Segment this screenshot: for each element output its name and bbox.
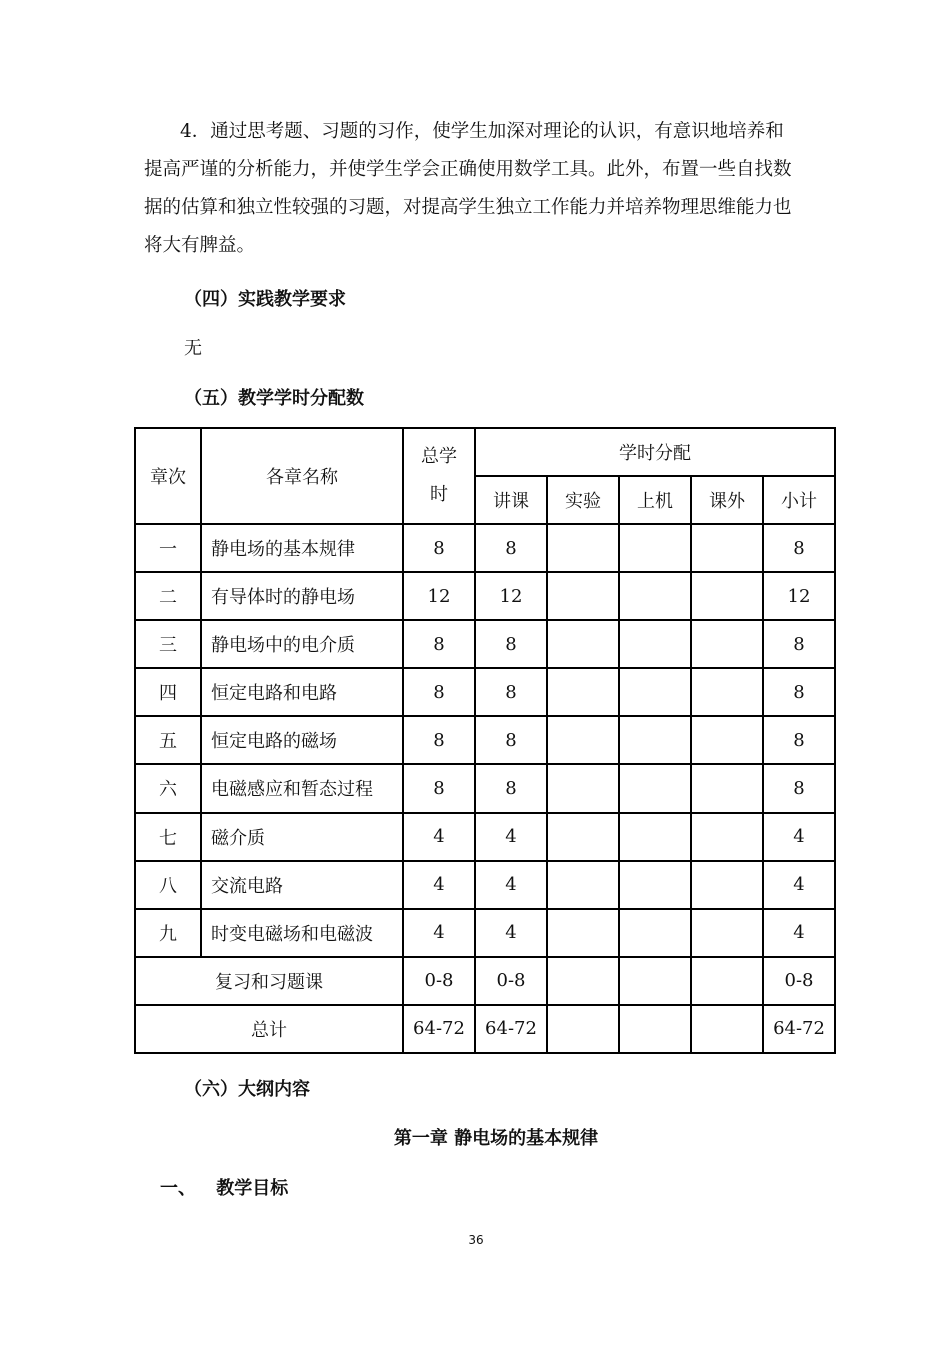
page-number: 36 [468, 1233, 484, 1247]
cell-total: 8 [403, 764, 475, 812]
table-row [135, 909, 835, 957]
cell-extra [691, 716, 763, 764]
cell-lab [547, 1005, 619, 1053]
intro-paragraph [144, 113, 824, 265]
cell-subtotal: 12 [763, 572, 835, 620]
table-row [135, 764, 835, 812]
cell-lecture: 4 [475, 909, 547, 957]
table-row [135, 620, 835, 668]
cell-total: 8 [403, 716, 475, 764]
section-heading-hours: （五）教学学时分配数 [184, 388, 364, 409]
cell-chapter: 八 [135, 861, 201, 909]
subsection-title: 教学目标 [216, 1178, 289, 1199]
cell-lecture: 64-72 [475, 1005, 547, 1053]
table-row [135, 716, 835, 764]
table-row [135, 813, 835, 861]
table-header-row [135, 428, 835, 476]
cell-chapter: 六 [135, 764, 201, 812]
cell-extra [691, 861, 763, 909]
table-row [135, 524, 835, 572]
cell-computer [619, 909, 691, 957]
paragraph-line: 4．通过思考题、习题的习作，使学生加深对理论的认识，有意识地培养和 [180, 121, 784, 142]
cell-name: 静电场中的电介质 [201, 620, 403, 668]
cell-lecture: 8 [475, 716, 547, 764]
cell-computer [619, 524, 691, 572]
cell-computer [619, 764, 691, 812]
cell-total: 8 [403, 524, 475, 572]
cell-lecture: 4 [475, 813, 547, 861]
cell-computer [619, 572, 691, 620]
cell-lab [547, 716, 619, 764]
cell-lab [547, 668, 619, 716]
cell-name: 恒定电路的磁场 [201, 716, 403, 764]
cell-chapter: 一 [135, 524, 201, 572]
paragraph-line: 据的估算和独立性较强的习题，对提高学生独立工作能力并培养物理思维能力也 [144, 197, 792, 218]
cell-lecture: 8 [475, 524, 547, 572]
cell-lecture: 8 [475, 764, 547, 812]
cell-chapter: 二 [135, 572, 201, 620]
cell-extra [691, 957, 763, 1005]
cell-total: 4 [403, 813, 475, 861]
cell-name: 磁介质 [201, 813, 403, 861]
table-row [135, 668, 835, 716]
cell-total: 0-8 [403, 957, 475, 1005]
cell-name: 时变电磁场和电磁波 [201, 909, 403, 957]
cell-total: 4 [403, 909, 475, 957]
cell-extra [691, 813, 763, 861]
cell-lab [547, 764, 619, 812]
cell-subtotal: 8 [763, 716, 835, 764]
chapter-title: 第一章 静电场的基本规律 [393, 1128, 599, 1149]
cell-chapter: 九 [135, 909, 201, 957]
header-chapter: 章次 [135, 428, 201, 524]
cell-total: 64-72 [403, 1005, 475, 1053]
cell-computer [619, 716, 691, 764]
cell-sum-label: 总计 [135, 1005, 403, 1053]
table-row-review [135, 957, 835, 1005]
header-lecture: 讲课 [475, 476, 547, 524]
cell-computer [619, 620, 691, 668]
cell-extra [691, 764, 763, 812]
cell-computer [619, 861, 691, 909]
table-row [135, 861, 835, 909]
cell-lecture: 12 [475, 572, 547, 620]
section-heading-practice: （四）实践教学要求 [184, 289, 346, 310]
cell-lab [547, 909, 619, 957]
cell-chapter: 五 [135, 716, 201, 764]
header-computer: 上机 [619, 476, 691, 524]
hours-table [134, 427, 836, 1054]
cell-subtotal: 8 [763, 620, 835, 668]
cell-subtotal: 4 [763, 909, 835, 957]
cell-total: 8 [403, 620, 475, 668]
cell-lab [547, 813, 619, 861]
cell-extra [691, 524, 763, 572]
cell-chapter: 三 [135, 620, 201, 668]
header-name: 各章名称 [201, 428, 403, 524]
cell-computer [619, 813, 691, 861]
cell-subtotal: 8 [763, 764, 835, 812]
table-row [135, 572, 835, 620]
cell-extra [691, 909, 763, 957]
cell-lecture: 0-8 [475, 957, 547, 1005]
header-subtotal: 小计 [763, 476, 835, 524]
cell-lab [547, 957, 619, 1005]
cell-name: 静电场的基本规律 [201, 524, 403, 572]
header-total [403, 428, 475, 524]
cell-name: 有导体时的静电场 [201, 572, 403, 620]
cell-chapter: 四 [135, 668, 201, 716]
cell-name: 交流电路 [201, 861, 403, 909]
subsection-number: 一、 [160, 1178, 196, 1199]
cell-subtotal: 0-8 [763, 957, 835, 1005]
cell-total: 4 [403, 861, 475, 909]
cell-name: 电磁感应和暂态过程 [201, 764, 403, 812]
header-lab: 实验 [547, 476, 619, 524]
cell-subtotal: 8 [763, 668, 835, 716]
subsection-heading [160, 1174, 288, 1200]
cell-lecture: 8 [475, 620, 547, 668]
cell-subtotal: 8 [763, 524, 835, 572]
cell-chapter: 七 [135, 813, 201, 861]
header-total-line2: 时 [430, 484, 448, 506]
cell-computer [619, 957, 691, 1005]
cell-lab [547, 861, 619, 909]
cell-subtotal: 64-72 [763, 1005, 835, 1053]
cell-review-label: 复习和习题课 [135, 957, 403, 1005]
cell-lab [547, 524, 619, 572]
cell-name: 恒定电路和电路 [201, 668, 403, 716]
cell-lecture: 4 [475, 861, 547, 909]
practice-content: 无 [184, 338, 202, 359]
cell-total: 8 [403, 668, 475, 716]
cell-computer [619, 1005, 691, 1053]
header-total-line1: 总学 [421, 446, 457, 468]
section-heading-outline: （六）大纲内容 [184, 1079, 310, 1100]
cell-lab [547, 620, 619, 668]
header-distribution: 学时分配 [475, 428, 835, 476]
cell-subtotal: 4 [763, 861, 835, 909]
cell-extra [691, 620, 763, 668]
cell-extra [691, 668, 763, 716]
paragraph-line: 将大有脾益。 [144, 235, 256, 256]
cell-total: 12 [403, 572, 475, 620]
cell-lecture: 8 [475, 668, 547, 716]
cell-extra [691, 1005, 763, 1053]
cell-computer [619, 668, 691, 716]
cell-lab [547, 572, 619, 620]
cell-subtotal: 4 [763, 813, 835, 861]
header-extra: 课外 [691, 476, 763, 524]
table-row-total [135, 1005, 835, 1053]
paragraph-line: 提高严谨的分析能力，并使学生学会正确使用数学工具。此外，布置一些自找数 [144, 159, 792, 180]
cell-extra [691, 572, 763, 620]
